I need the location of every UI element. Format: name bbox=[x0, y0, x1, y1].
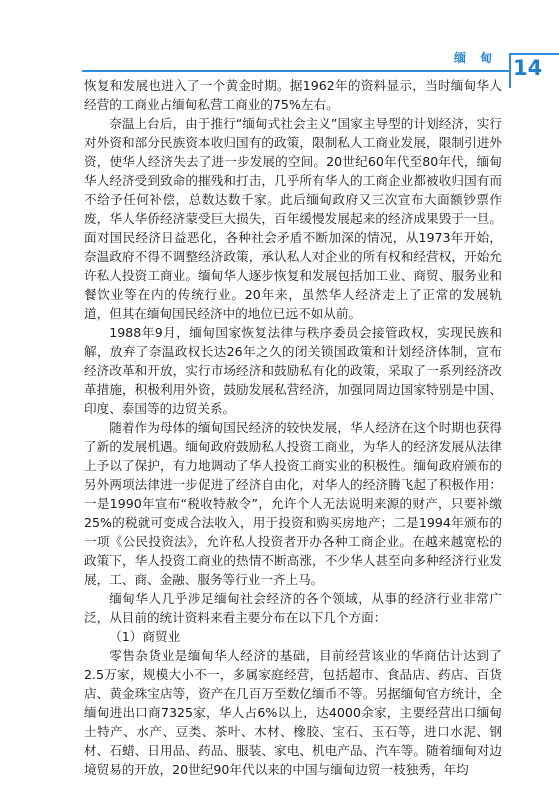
section-heading: （1）商贸业 bbox=[109, 629, 181, 644]
page-number: 14 bbox=[513, 56, 543, 80]
paragraph: 零售杂货业是缅甸华人经济的基础，目前经营该业的华商估计达到了2.5万家，规模大小不一，多属家庭经营，包括超市、食品店、药店、百货店、黄金珠宝店等，资产在几百万至数亿缅币不等。另据缅甸官方统计，全缅甸进出口商7325家，华人占6%以上，达4000余家，主要经营出口缅甸土特产、水产、豆类、茶叶、木材、橡胶、宝石、玉石等，进口水泥、钢材、石蜡、日用品、药品、服装、家电、机电产品、汽车等。随着缅甸对边境贸易的开放，20世纪90年代以来的中国与缅甸边贸一枝独秀，年均 bbox=[84, 648, 502, 777]
header-rule bbox=[82, 70, 509, 72]
body-text bbox=[84, 76, 502, 779]
paragraph: 缅甸华人几乎涉足缅甸社会经济的各个领域，从事的经济行业非常广泛，从目前的统计资料来看主要分布在以下几个方面： bbox=[84, 591, 502, 625]
paragraph: 1988年9月，缅甸国家恢复法律与秩序委员会接管政权，实现民族和解，放弃了奈温政权长达26年之久的闭关锁国政策和计划经济体制，宣布经济改革和开放，实行市场经济和鼓励私有化的政策，采取了一系列经济改革措施，积极利用外资，鼓励发展私营经济，加强同周边国家特别是中国、印度、泰国等的边贸关系。 bbox=[84, 325, 502, 416]
paragraph: 奈温上台后，由于推行“缅甸式社会主义”国家主导型的计划经济，实行对外资和部分民族资本收归国有的政策，限制私人工商业发展，限制引进外资，使华人经济失去了进一步发展的空间。20世纪60年代至80年代，缅甸华人经济受到致命的摧残和打击，几乎所有华人的工商企业都被收归国有而不给予任何补偿，总数达数千家。此后缅甸政府又三次宣布大面额钞票作废，华人华侨经济蒙受巨大损失，百年缓慢发展起来的经济成果毁于一旦。面对国民经济日益恶化，各种社会矛盾不断加深的情况，从1973年开始，奈温政府不得不调整经济政策，承认私人对企业的所有权和经营权，开始允许私人投资工商业。缅甸华人逐步恢复和发展包括加工业、商贸、服务业和餐饮业等在内的传统行业。20年来，虽然华人经济走上了正常的发展轨道，但其在缅甸国民经济中的地位已远不如从前。 bbox=[84, 116, 502, 321]
paragraph: 随着作为母体的缅甸国民经济的较快发展，华人经济在这个时期也获得了新的发展机遇。缅甸政府鼓励私人投资工商业，为华人的经济发展从法律上予以了保护，有力地调动了华人投资工商实业的积极性。缅甸政府颁布的另外两项法律进一步促进了经济自由化，对华人的经济腾飞起了积极作用：一是1990年宣布“税收特赦令”，允许个人无法说明来源的财产，只要补缴25%的税就可变成合法收入，用于投资和购买房地产；二是1994年颁布的一项《公民投资法》，允许私人投资者开办各种工商企业。在越来越宽松的政策下，华人投资工商业的热情不断高涨，不少华人甚至向多种经济行业发展，工、商、金融、服务等行业一齐上马。 bbox=[84, 420, 502, 587]
running-title: 缅 甸 bbox=[454, 51, 498, 65]
paragraph: 恢复和发展也进入了一个黄金时期。据1962年的资料显示，当时缅甸华人经营的工商业占缅甸私营工商业的75%左右。 bbox=[84, 78, 502, 112]
